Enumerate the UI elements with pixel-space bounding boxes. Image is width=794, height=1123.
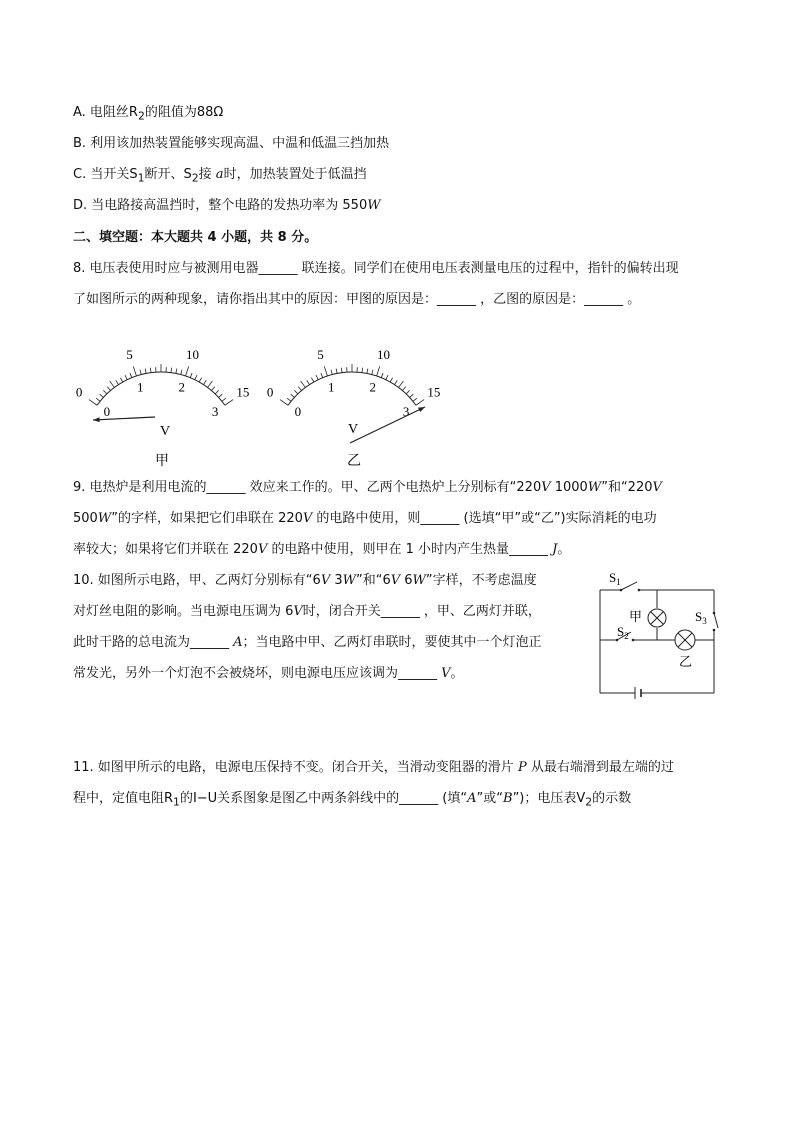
dial-tick bbox=[225, 400, 233, 406]
option-d: D. 当电路接高温挡时，整个电路的发热功率为 550W bbox=[73, 198, 381, 213]
label-s2: $S_2$ bbox=[617, 624, 629, 641]
dial-arc bbox=[288, 372, 416, 405]
dial-tick bbox=[186, 366, 189, 375]
dial-inner-label: 1 bbox=[136, 379, 144, 395]
dial-pointer bbox=[93, 417, 155, 422]
dial-outer-label: 10 bbox=[185, 347, 199, 363]
dial-tick bbox=[287, 398, 291, 401]
dial-tick bbox=[100, 394, 104, 397]
switch-s3-blade bbox=[714, 613, 718, 628]
dial-outer-label: 10 bbox=[376, 347, 390, 363]
dial-tick bbox=[367, 369, 368, 374]
switch-s1-blade bbox=[621, 582, 637, 590]
dial-tick bbox=[336, 369, 337, 374]
lamp-jia-icon bbox=[648, 609, 666, 627]
q10-line3: 此时干路的总电流为______ A；当电路中甲、乙两灯串联时，要使其中一个灯泡正 bbox=[73, 635, 542, 650]
dial-tick bbox=[195, 375, 197, 380]
dial-tick bbox=[311, 378, 313, 382]
q9-line1: 9. 电热炉是利用电流的______ 效应来工作的。甲、乙两个电热炉上分别标有“220V 1000W”和“220V bbox=[73, 480, 662, 495]
dial-outer-label: 5 bbox=[126, 347, 133, 363]
dial-tick bbox=[406, 390, 409, 394]
dial-tick bbox=[120, 378, 122, 382]
q10-line1: 10. 如图所示电路，甲、乙两灯分别标有“6V 3W”和“6V 6W”字样，不考虑温度 bbox=[73, 573, 537, 588]
dial-tick bbox=[416, 400, 424, 406]
dial-tick bbox=[386, 375, 388, 380]
dial-tick bbox=[96, 398, 100, 401]
dial-tick bbox=[301, 381, 306, 387]
section-heading: 二、填空题：本大题共 4 小题，共 8 分。 bbox=[73, 230, 318, 245]
dial-tick bbox=[402, 387, 405, 391]
dial-tick bbox=[211, 387, 214, 391]
option-b: B. 利用该加热装置能够实现高温、中温和低温三挡加热 bbox=[73, 136, 390, 151]
voltmeter-yi bbox=[267, 347, 441, 469]
dial-inner-label: 0 bbox=[103, 404, 111, 420]
dial-tick bbox=[222, 398, 226, 401]
dial-tick bbox=[324, 366, 327, 375]
dial-tick bbox=[208, 381, 213, 387]
dial-tick bbox=[280, 400, 288, 406]
label-s3: $S_3$ bbox=[695, 609, 707, 626]
dial-tick bbox=[203, 380, 206, 384]
dial-tick bbox=[291, 394, 295, 397]
dial-tick bbox=[199, 378, 201, 382]
dial-tick bbox=[390, 378, 392, 382]
label-lamp-jia: 甲 bbox=[629, 609, 643, 624]
dial-tick bbox=[171, 368, 172, 373]
dial-arc bbox=[97, 372, 225, 405]
dial-tick bbox=[133, 366, 136, 375]
dial-tick bbox=[103, 390, 106, 394]
dial-tick bbox=[215, 390, 218, 394]
meter-caption: 甲 bbox=[155, 454, 169, 469]
q11-line1: 11. 如图甲所示的电路，电源电压保持不变。闭合开关，当滑动变阻器的滑片 P 从最右端滑到最左端的过 bbox=[73, 760, 674, 775]
dial-tick bbox=[294, 390, 297, 394]
dial-tick bbox=[410, 394, 414, 397]
dial-tick bbox=[362, 368, 363, 373]
dial-tick bbox=[298, 387, 301, 391]
q8-line2: 了如图所示的两种现象，请你指出其中的原因：甲图的原因是：______ ，乙图的原因是：______ 。 bbox=[73, 292, 641, 307]
dial-tick bbox=[331, 370, 332, 375]
dial-tick bbox=[89, 400, 97, 406]
dial-tick bbox=[130, 373, 132, 378]
dial-tick bbox=[219, 394, 223, 397]
dial-tick bbox=[190, 373, 192, 378]
dial-inner-label: 2 bbox=[369, 379, 377, 395]
dial-tick bbox=[145, 369, 146, 374]
dial-tick bbox=[372, 370, 373, 375]
dial-outer-label: 15 bbox=[236, 384, 250, 400]
voltmeter-figures bbox=[65, 345, 455, 475]
lamp-yi-icon bbox=[675, 630, 695, 650]
dial-tick bbox=[316, 375, 318, 380]
dial-tick bbox=[150, 368, 151, 373]
q9-line2: 500W”的字样，如果把它们串联在 220V 的电路中使用，则______ (选填“甲”或“乙”)实际消耗的电功 bbox=[73, 511, 657, 526]
voltmeter-jia bbox=[76, 347, 250, 469]
dial-tick bbox=[413, 398, 417, 401]
dial-inner-label: 3 bbox=[402, 404, 410, 420]
dial-outer-label: 0 bbox=[266, 384, 274, 400]
dial-tick bbox=[125, 375, 127, 380]
dial-tick bbox=[381, 373, 383, 378]
dial-inner-label: 1 bbox=[327, 379, 335, 395]
q8-line1: 8. 电压表使用时应与被测用电器______ 联连接。同学们在使用电压表测量电压的过程中，指针的偏转出现 bbox=[73, 261, 679, 276]
q11-line2: 程中，定值电阻$R_1$的I−U关系图象是图乙中两条斜线中的______ (填“A”或“B”)；电压表$V_2$的示数 bbox=[73, 791, 632, 809]
dial-tick bbox=[399, 381, 404, 387]
dial-tick bbox=[110, 381, 115, 387]
label-lamp-yi: 乙 bbox=[679, 654, 693, 669]
option-c: C. 当开关$S_1$断开、$S_2$接 a时，加热装置处于低温挡 bbox=[73, 167, 367, 185]
meter-caption: 乙 bbox=[347, 454, 361, 469]
dial-tick bbox=[176, 369, 177, 374]
q10-line4: 常发光，另外一个灯泡不会被烧坏，则电源电压应该调为______ V。 bbox=[73, 666, 464, 681]
dial-tick bbox=[181, 370, 182, 375]
dial-tick bbox=[321, 373, 323, 378]
dial-outer-label: 0 bbox=[75, 384, 83, 400]
dial-tick bbox=[341, 368, 342, 373]
label-s1: $S_1$ bbox=[609, 570, 621, 587]
circuit-diagram bbox=[595, 568, 725, 703]
volt-symbol: V bbox=[348, 422, 359, 437]
dial-tick bbox=[107, 387, 110, 391]
dial-outer-label: 5 bbox=[317, 347, 324, 363]
dial-outer-label: 15 bbox=[427, 384, 441, 400]
dial-tick bbox=[377, 366, 380, 375]
dial-tick bbox=[140, 370, 141, 375]
dial-tick bbox=[394, 380, 397, 384]
dial-inner-label: 3 bbox=[211, 404, 219, 420]
option-a: A. 电阻丝$R_2$的阻值为88Ω bbox=[73, 105, 224, 123]
dial-tick bbox=[307, 380, 310, 384]
q10-line2: 对灯丝电阻的影响。当电源电压调为 6V时，闭合开关______ ，甲、乙两灯并联， bbox=[73, 604, 541, 619]
volt-symbol: V bbox=[160, 424, 171, 439]
dial-tick bbox=[116, 380, 119, 384]
dial-pointer bbox=[350, 407, 425, 443]
dial-inner-label: 2 bbox=[178, 379, 186, 395]
q9-line3: 率较大；如果将它们并联在 220V 的电路中使用，则甲在 1 小时内产生热量______ J。 bbox=[73, 542, 571, 557]
dial-inner-label: 0 bbox=[294, 404, 302, 420]
